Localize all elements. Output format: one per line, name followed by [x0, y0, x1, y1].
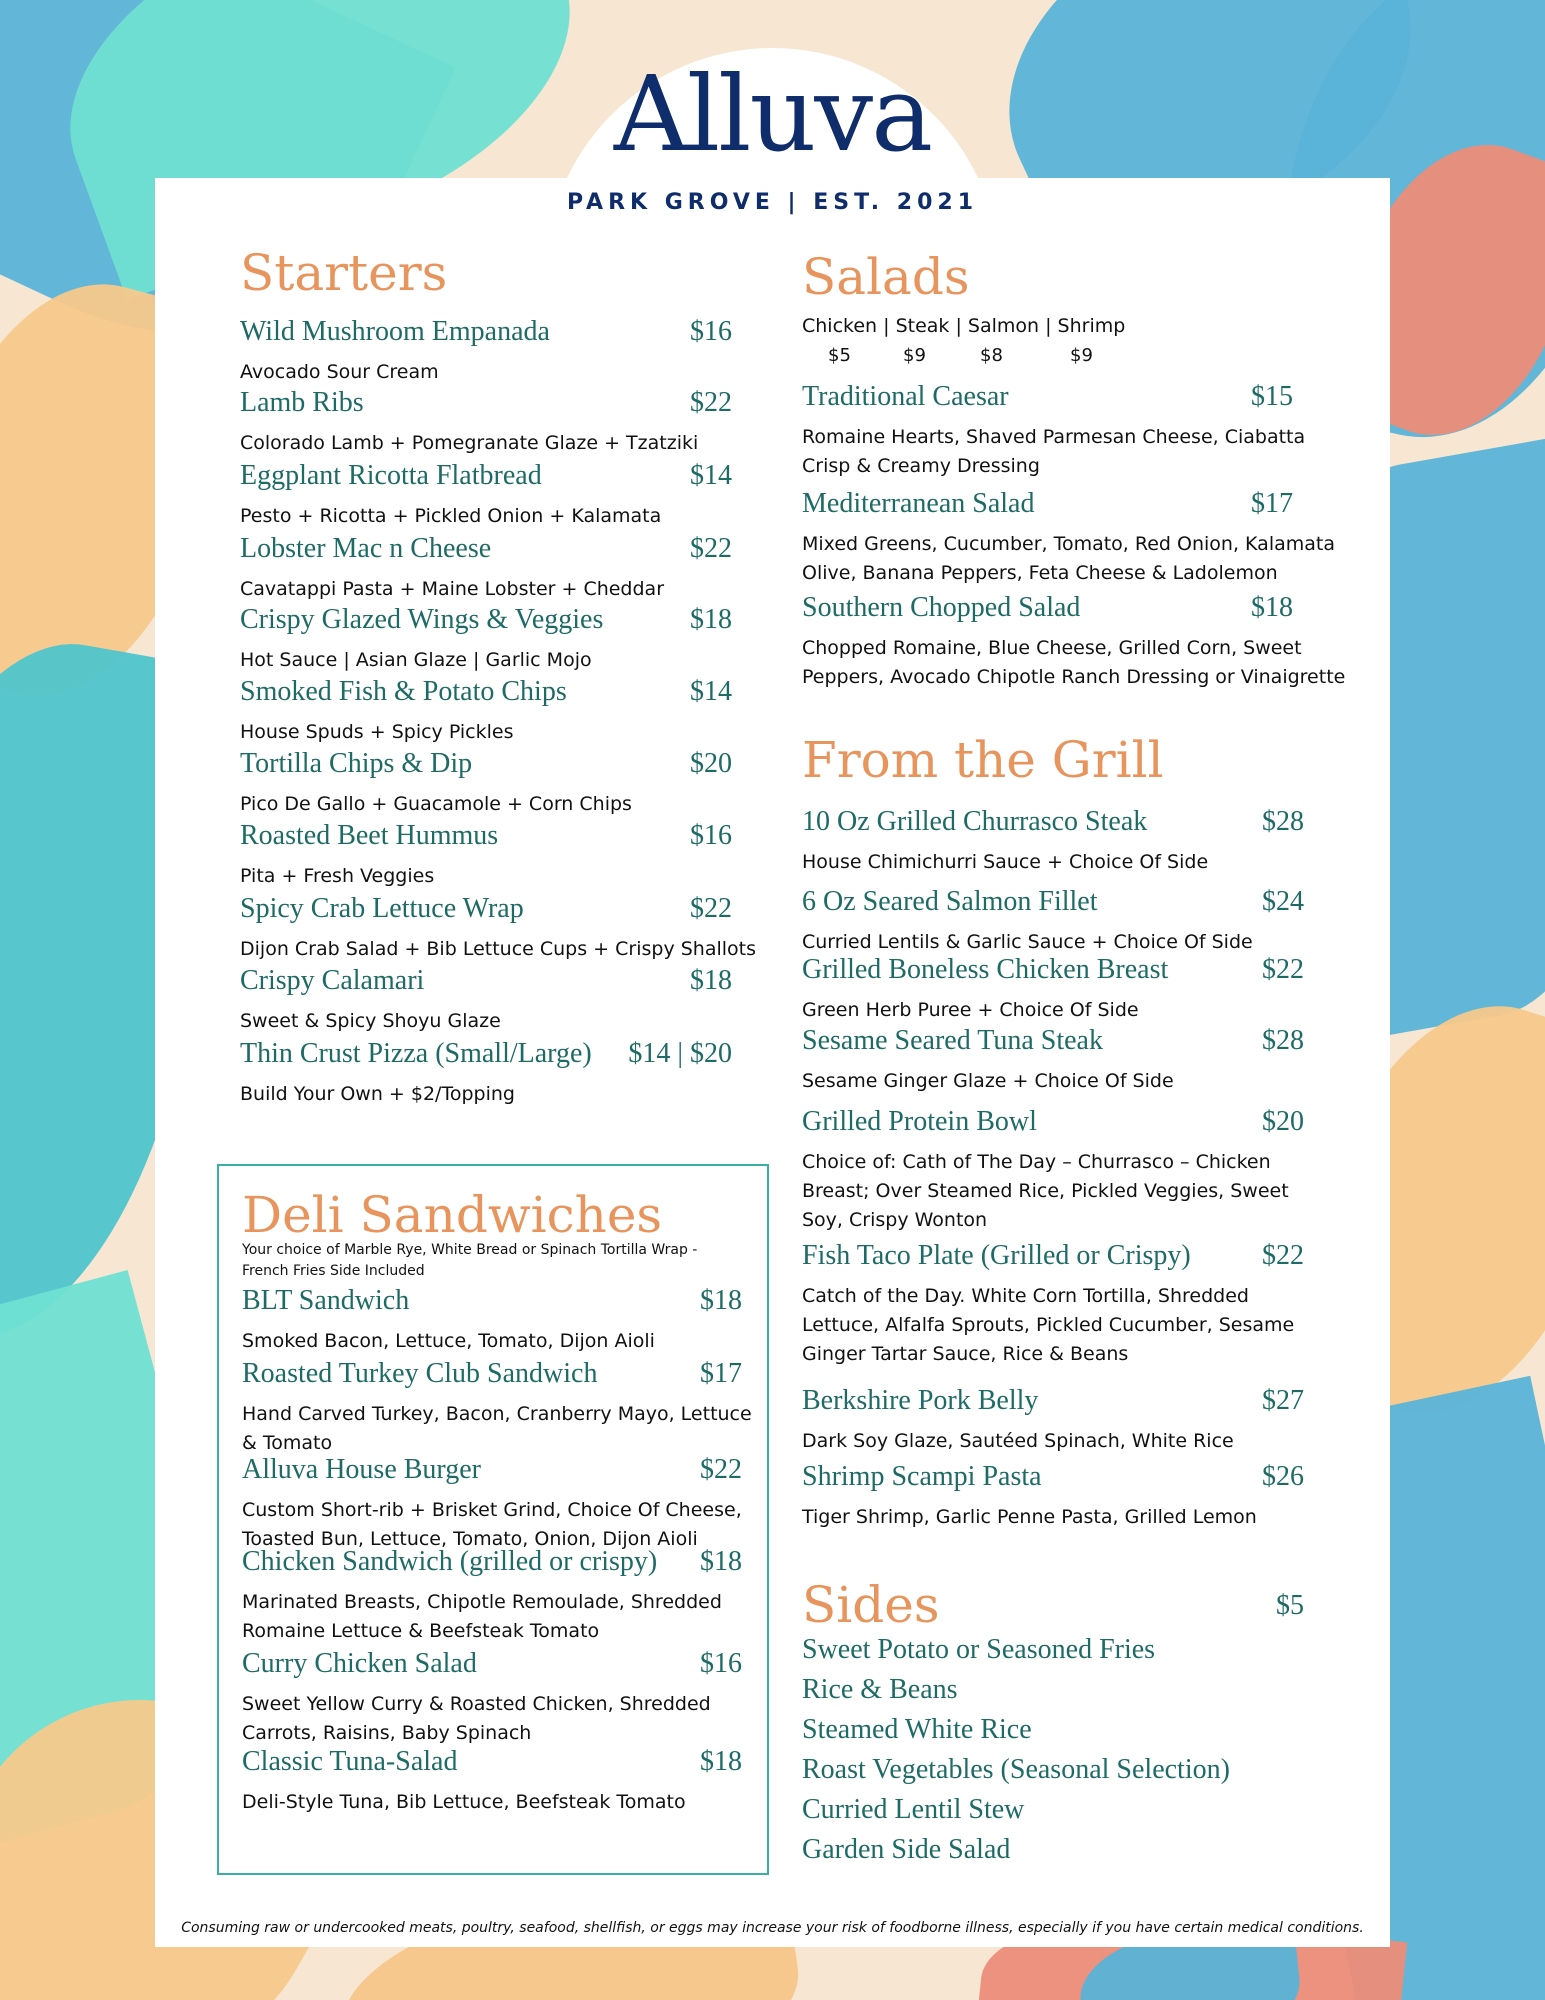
side-item: Steamed White Rice — [802, 1714, 1032, 1745]
item-description: Romaine Hearts, Shaved Parmesan Cheese, Ciabatta — [802, 426, 1306, 448]
item-price: $27 — [1262, 1385, 1304, 1416]
item-description: Dark Soy Glaze, Sautéed Spinach, White Rice — [802, 1430, 1234, 1452]
item-description: Dijon Crab Salad + Bib Lettuce Cups + Crispy Shallots — [240, 938, 757, 960]
item-name: Lobster Mac n Cheese — [240, 533, 492, 564]
item-price: $17 — [1251, 488, 1293, 519]
item-price: $18 — [700, 1746, 742, 1777]
addon-price-salmon: $8 — [980, 345, 1003, 366]
item-description: Build Your Own + $2/Topping — [240, 1083, 515, 1105]
item-description: Hot Sauce | Asian Glaze | Garlic Mojo — [240, 649, 592, 671]
restaurant-tagline: PARK GROVE | EST. 2021 — [566, 190, 979, 215]
item-price: $20 — [690, 748, 732, 779]
deli-note: Your choice of Marble Rye, White Bread or Spinach Tortilla Wrap - French Fries Side Included — [242, 1242, 698, 1279]
item-price: $16 — [700, 1648, 742, 1679]
item-name: BLT Sandwich — [242, 1285, 410, 1316]
item-name: Roasted Turkey Club Sandwich — [242, 1358, 598, 1389]
item-description: Toasted Bun, Lettuce, Tomato, Onion, Dijon Aioli — [242, 1528, 698, 1550]
addon-price-steak: $9 — [903, 345, 926, 366]
item-description: Chopped Romaine, Blue Cheese, Grilled Corn, Sweet — [802, 637, 1302, 659]
item-name: Roasted Beet Hummus — [240, 820, 499, 851]
item-price: $22 — [690, 533, 732, 564]
item-name: Berkshire Pork Belly — [802, 1385, 1039, 1416]
item-name: Classic Tuna-Salad — [242, 1746, 458, 1777]
food-safety-disclaimer: Consuming raw or undercooked meats, poultry, seafood, shellfish, or eggs may increase your risk of foodborne illness, especially if you have certain medical conditions. — [181, 1920, 1364, 1936]
item-description: Sweet Yellow Curry & Roasted Chicken, Shredded — [242, 1693, 711, 1715]
item-name: Alluva House Burger — [242, 1454, 481, 1485]
section-title-deli: Deli Sandwiches — [242, 1186, 663, 1244]
item-name: Crispy Glazed Wings & Veggies — [240, 604, 604, 635]
side-item: Rice & Beans — [802, 1674, 958, 1705]
item-description: Cavatappi Pasta + Maine Lobster + Cheddar — [240, 578, 665, 600]
side-item: Curried Lentil Stew — [802, 1794, 1025, 1825]
item-description: Custom Short-rib + Brisket Grind, Choice Of Cheese, — [242, 1499, 742, 1521]
item-price: $24 — [1262, 886, 1304, 917]
item-price: $28 — [1262, 806, 1304, 837]
item-description: Peppers, Avocado Chipotle Ranch Dressing or Vinaigrette — [802, 666, 1346, 688]
restaurant-logo: Alluva — [613, 53, 932, 175]
salad-addons: Chicken | Steak | Salmon | Shrimp — [802, 315, 1126, 337]
item-description: Romaine Lettuce & Beefsteak Tomato — [242, 1620, 600, 1642]
item-name: Traditional Caesar — [802, 381, 1009, 412]
item-description: Mixed Greens, Cucumber, Tomato, Red Onion, Kalamata — [802, 533, 1335, 555]
item-description: Pico De Gallo + Guacamole + Corn Chips — [240, 793, 632, 815]
item-name: 10 Oz Grilled Churrasco Steak — [802, 806, 1148, 837]
item-price: $14 — [690, 676, 732, 707]
item-price: $18 — [700, 1546, 742, 1577]
item-description: Breast; Over Steamed Rice, Pickled Veggies, Sweet — [802, 1180, 1289, 1202]
sides-price: $5 — [1276, 1590, 1304, 1621]
item-name: Grilled Protein Bowl — [802, 1106, 1037, 1137]
item-price: $22 — [690, 893, 732, 924]
item-description: Carrots, Raisins, Baby Spinach — [242, 1722, 532, 1744]
item-description: & Tomato — [242, 1432, 333, 1454]
item-name: Shrimp Scampi Pasta — [802, 1461, 1042, 1492]
item-description: Sweet & Spicy Shoyu Glaze — [240, 1010, 501, 1032]
item-name: Thin Crust Pizza (Small/Large) — [240, 1038, 592, 1069]
item-name: Southern Chopped Salad — [802, 592, 1081, 623]
section-title-grill: From the Grill — [802, 731, 1164, 789]
item-name: Crispy Calamari — [240, 965, 425, 996]
item-price: $22 — [1262, 1240, 1304, 1271]
item-price: $16 — [690, 316, 732, 347]
addon-price-chicken: $5 — [828, 345, 851, 366]
item-description: Ginger Tartar Sauce, Rice & Beans — [802, 1343, 1129, 1365]
item-description: Colorado Lamb + Pomegranate Glaze + Tzatziki — [240, 432, 699, 454]
item-description: Crisp & Creamy Dressing — [802, 455, 1040, 477]
item-description: Pesto + Ricotta + Pickled Onion + Kalamata — [240, 505, 662, 527]
item-description: Olive, Banana Peppers, Feta Cheese & Ladolemon — [802, 562, 1278, 584]
item-price: $18 — [690, 965, 732, 996]
item-price: $22 — [700, 1454, 742, 1485]
item-name: Mediterranean Salad — [802, 488, 1035, 519]
side-item: Sweet Potato or Seasoned Fries — [802, 1634, 1156, 1665]
item-price: $14 | $20 — [628, 1038, 732, 1069]
item-price: $18 — [1251, 592, 1293, 623]
item-description: Choice of: Cath of The Day – Churrasco – Chicken — [802, 1151, 1271, 1173]
item-description: Curried Lentils & Garlic Sauce + Choice Of Side — [802, 931, 1253, 953]
item-price: $18 — [700, 1285, 742, 1316]
item-description: House Chimichurri Sauce + Choice Of Side — [802, 851, 1209, 873]
item-price: $20 — [1262, 1106, 1304, 1137]
item-name: Tortilla Chips & Dip — [240, 748, 473, 779]
item-name: Grilled Boneless Chicken Breast — [802, 954, 1169, 985]
section-title-salads: Salads — [802, 248, 970, 306]
item-name: 6 Oz Seared Salmon Fillet — [802, 886, 1098, 917]
side-item: Roast Vegetables (Seasonal Selection) — [802, 1754, 1230, 1785]
item-name: Curry Chicken Salad — [242, 1648, 477, 1679]
item-description: Soy, Crispy Wonton — [802, 1209, 988, 1231]
side-item: Garden Side Salad — [802, 1834, 1011, 1865]
item-description: Lettuce, Alfalfa Sprouts, Pickled Cucumber, Sesame — [802, 1314, 1295, 1336]
item-name: Sesame Seared Tuna Steak — [802, 1025, 1103, 1056]
item-description: House Spuds + Spicy Pickles — [240, 721, 514, 743]
item-name: Chicken Sandwich (grilled or crispy) — [242, 1546, 658, 1577]
item-price: $14 — [690, 460, 732, 491]
item-description: Catch of the Day. White Corn Tortilla, Shredded — [802, 1285, 1249, 1307]
item-price: $22 — [1262, 954, 1304, 985]
item-description: Hand Carved Turkey, Bacon, Cranberry Mayo, Lettuce — [242, 1403, 752, 1425]
item-description: Pita + Fresh Veggies — [240, 865, 435, 887]
item-price: $26 — [1262, 1461, 1304, 1492]
item-name: Fish Taco Plate (Grilled or Crispy) — [802, 1240, 1191, 1271]
item-name: Spicy Crab Lettuce Wrap — [240, 893, 524, 924]
item-price: $22 — [690, 387, 732, 418]
item-name: Lamb Ribs — [240, 387, 364, 418]
item-description: Tiger Shrimp, Garlic Penne Pasta, Grilled Lemon — [802, 1506, 1257, 1528]
item-price: $16 — [690, 820, 732, 851]
item-description: Deli-Style Tuna, Bib Lettuce, Beefsteak Tomato — [242, 1791, 686, 1813]
section-title-sides: Sides — [802, 1576, 940, 1634]
item-price: $17 — [700, 1358, 742, 1389]
item-price: $15 — [1251, 381, 1293, 412]
item-description: Sesame Ginger Glaze + Choice Of Side — [802, 1070, 1174, 1092]
item-description: Green Herb Puree + Choice Of Side — [802, 999, 1139, 1021]
item-description: Avocado Sour Cream — [240, 361, 439, 383]
addon-price-shrimp: $9 — [1070, 345, 1093, 366]
item-price: $18 — [690, 604, 732, 635]
item-description: Marinated Breasts, Chipotle Remoulade, Shredded — [242, 1591, 722, 1613]
item-description: Smoked Bacon, Lettuce, Tomato, Dijon Aioli — [242, 1330, 655, 1352]
item-name: Eggplant Ricotta Flatbread — [240, 460, 542, 491]
item-name: Smoked Fish & Potato Chips — [240, 676, 567, 707]
item-price: $28 — [1262, 1025, 1304, 1056]
item-name: Wild Mushroom Empanada — [240, 316, 550, 347]
section-title-starters: Starters — [240, 244, 448, 302]
